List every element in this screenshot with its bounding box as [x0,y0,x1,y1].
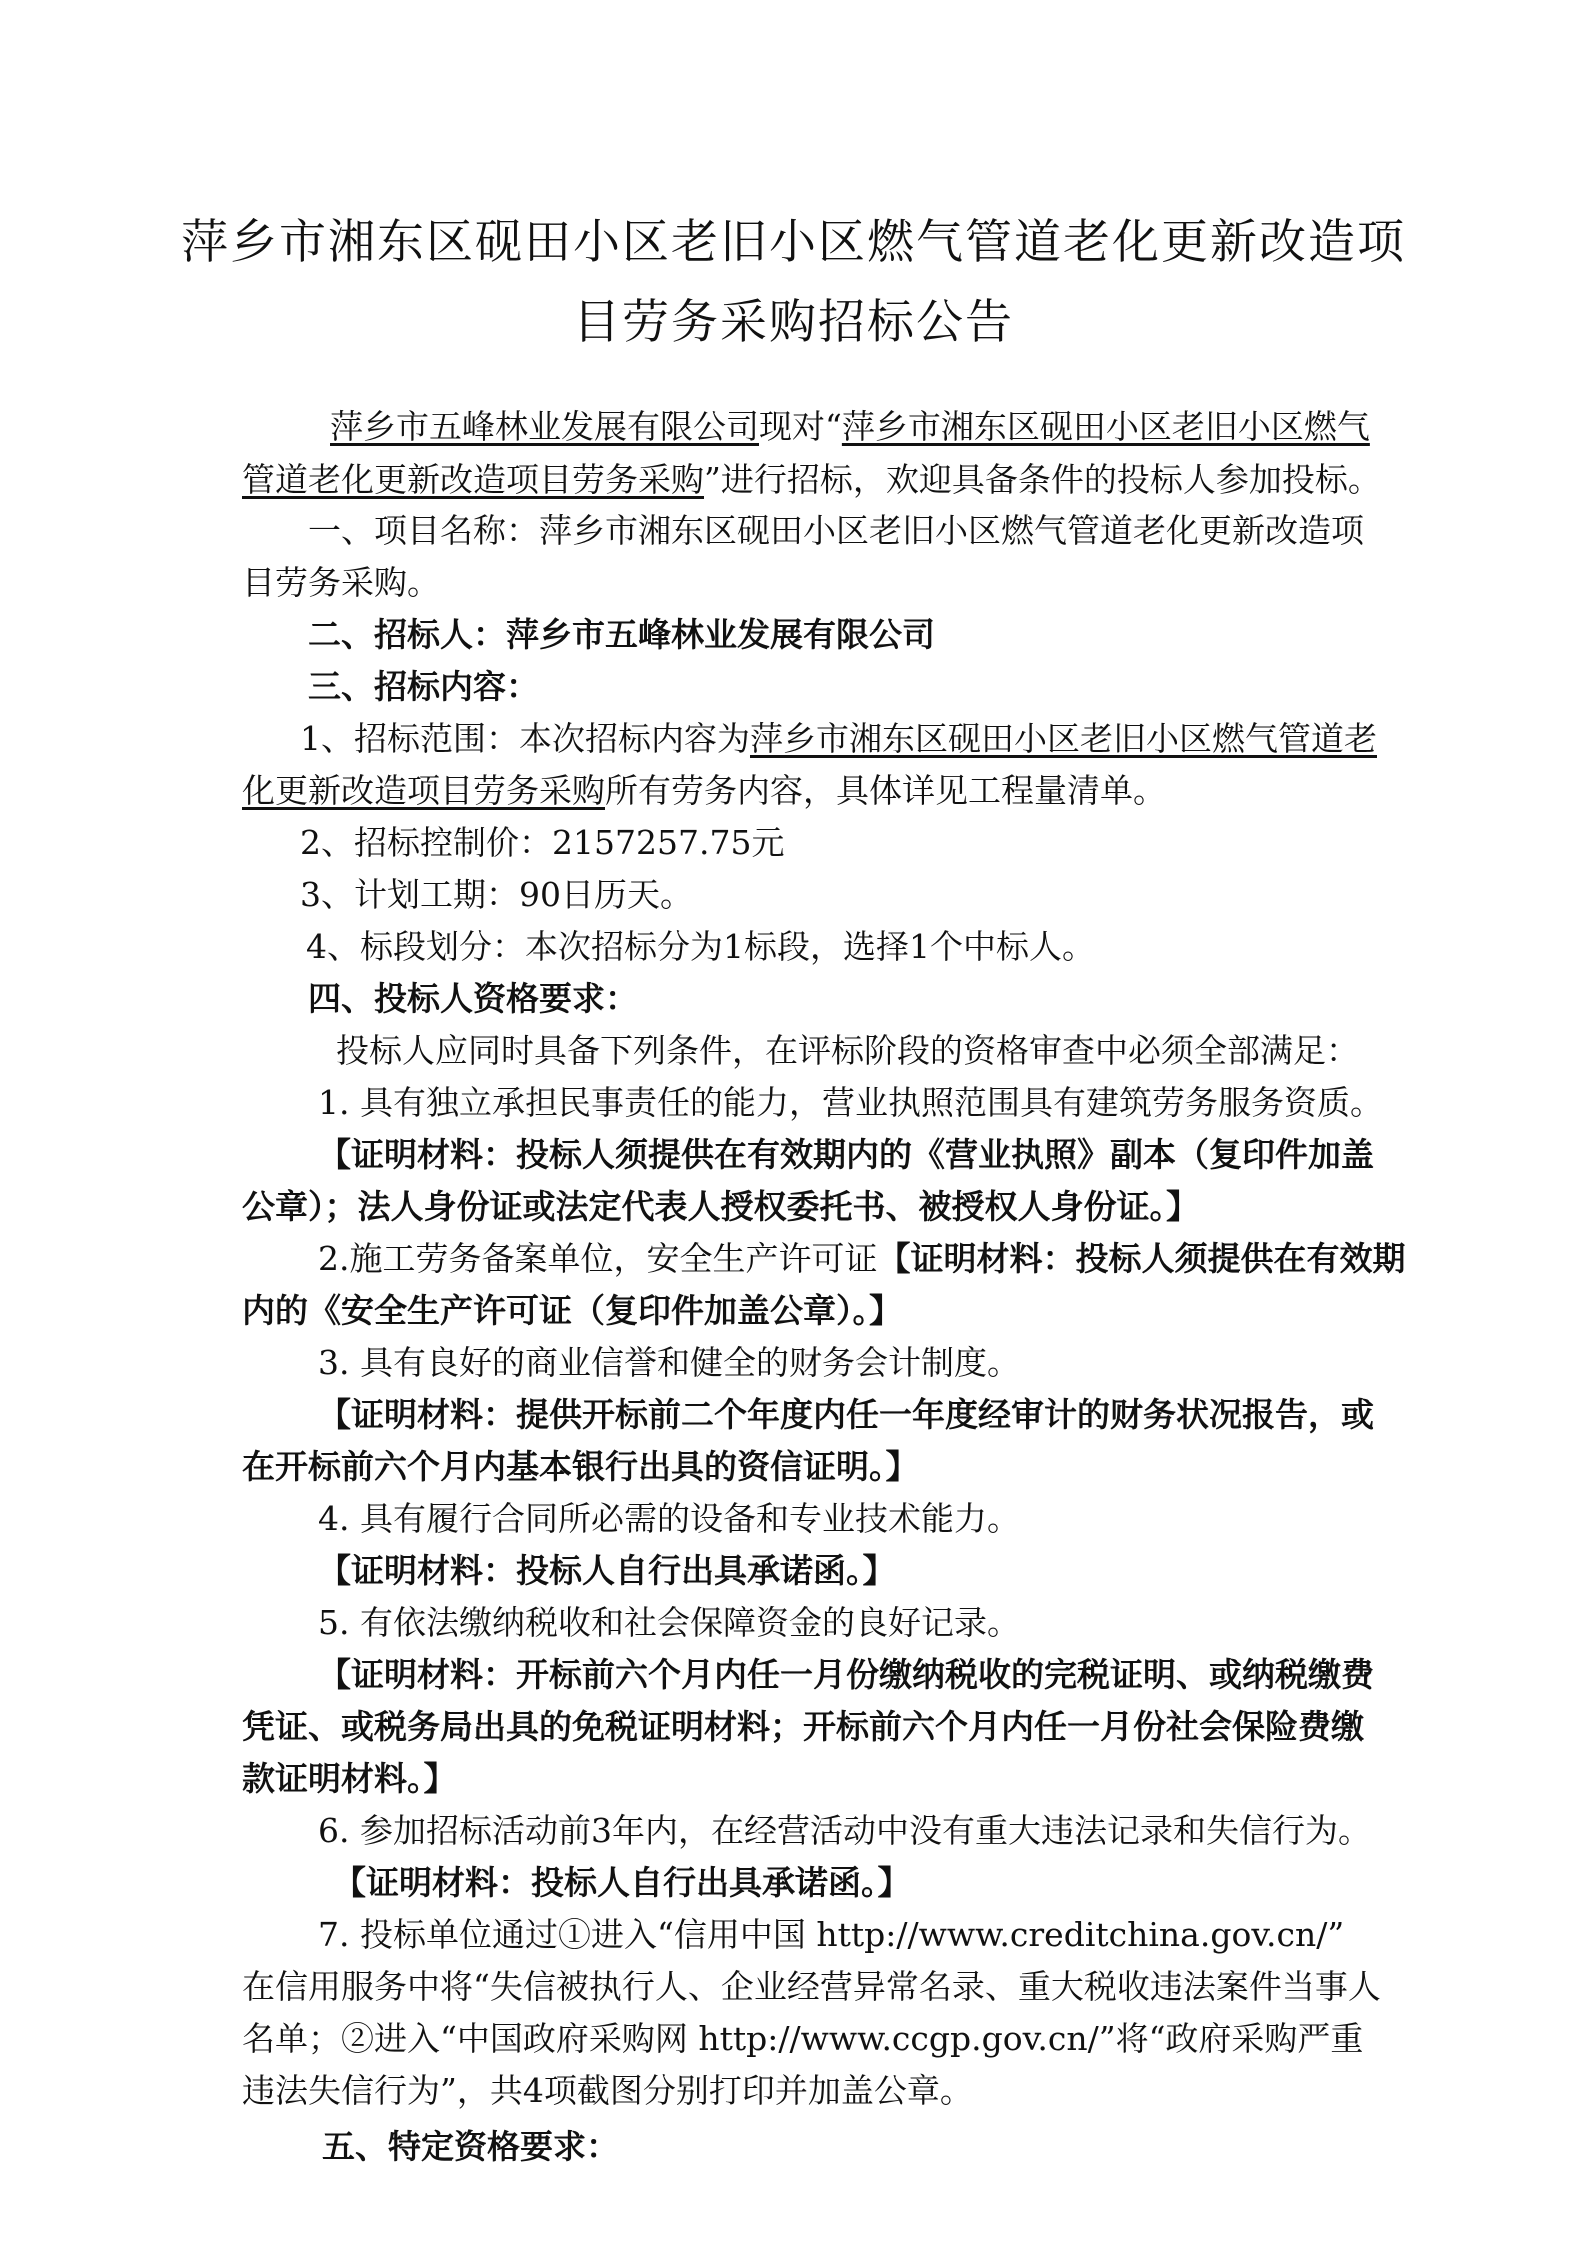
scope-label: 1、招标范围：本次招标内容为 [300,719,750,758]
requirement-5-proof-line-2: 凭证、或税务局出具的免税证明材料；开标前六个月内任一月份社会保险费缴 [242,1707,1364,1746]
requirement-7-line-4: 违法失信行为”，共4项截图分别打印并加盖公章。 [242,2071,973,2110]
section-3-item-2: 2、招标控制价：2157257.75元 [300,823,785,862]
intro-text: 现对“ [759,407,842,446]
section-3-heading: 三、招标内容： [308,667,539,706]
section-5-heading: 五、特定资格要求： [322,2127,619,2166]
requirement-5-proof-line-1: 【证明材料：开标前六个月内任一月份缴纳税收的完税证明、或纳税缴费 [318,1655,1374,1694]
requirement-7-line-2: 在信用服务中将“失信被执行人、企业经营异常名录、重大税收违法案件当事人 [242,1967,1381,2006]
requirement-2-line-2: 内的《安全生产许可证（复印件加盖公章）。】 [242,1291,902,1330]
section-3-item-4: 4、标段划分：本次招标分为1标段，选择1个中标人。 [306,927,1095,966]
intro-line-1 [330,407,1370,446]
project-name-link: 萍乡市湘东区砚田小区老旧小区燃气 [841,407,1370,446]
document-title-line-2: 目劳务采购招标公告 [573,295,1014,350]
tenderer-name: 萍乡市五峰林业发展有限公司 [330,407,759,446]
section-4-heading: 四、投标人资格要求： [308,979,638,1018]
section-4-intro: 投标人应同时具备下列条件，在评标阶段的资格审查中必须全部满足： [336,1031,1359,1070]
requirement-4: 4. 具有履行合同所必需的设备和专业技术能力。 [318,1499,1020,1538]
requirement-5: 5. 有依法缴纳税收和社会保障资金的良好记录。 [318,1603,1020,1642]
section-2-tenderer: 二、招标人：萍乡市五峰林业发展有限公司 [308,615,935,654]
document-title-line-1: 萍乡市湘东区砚田小区老旧小区燃气管道老化更新改造项 [181,215,1406,270]
section-3-item-1-line-1 [300,719,1377,758]
section-3-item-1-line-2 [242,771,1166,810]
requirement-7-line-1: 7. 投标单位通过①进入“信用中国 http://www.creditchina.gov.cn/” [318,1915,1345,1954]
requirement-2-line-1 [318,1239,1406,1278]
requirement-5-proof-line-3: 款证明材料。】 [242,1759,457,1798]
intro-line-2 [242,460,1381,499]
section-1-heading: 一、项目名称： [308,511,539,550]
scope-text: 所有劳务内容，具体详见工程量清单。 [605,771,1166,810]
project-name: 萍乡市湘东区砚田小区老旧小区燃气管道老化更新改造项 [539,511,1364,550]
requirement-6-proof: 【证明材料：投标人自行出具承诺函。】 [333,1863,911,1902]
requirement-3-proof-line-2: 在开标前六个月内基本银行出具的资信证明。】 [242,1447,919,1486]
requirement-3: 3. 具有良好的商业信誉和健全的财务会计制度。 [318,1343,1020,1382]
section-3-item-3: 3、计划工期：90日历天。 [300,875,693,914]
section-1-line-1 [308,511,1364,550]
requirement-4-proof: 【证明材料：投标人自行出具承诺函。】 [318,1551,896,1590]
project-name-link: 萍乡市湘东区砚田小区老旧小区燃气管道老 [750,719,1377,758]
project-name-link: 化更新改造项目劳务采购 [242,771,605,810]
requirement-3-proof-line-1: 【证明材料：提供开标前二个年度内任一年度经审计的财务状况报告，或 [318,1395,1374,1434]
project-name-link: 管道老化更新改造项目劳务采购 [242,460,704,499]
requirement-1-proof-line-2: 公章）；法人身份证或法定代表人授权委托书、被授权人身份证。】 [242,1187,1199,1226]
section-1-line-2: 目劳务采购。 [242,563,440,602]
requirement-2-text: 2.施工劳务备案单位，安全生产许可证 [318,1239,878,1278]
requirement-1: 1. 具有独立承担民事责任的能力，营业执照范围具有建筑劳务服务资质。 [318,1083,1383,1122]
requirement-1-proof-line-1: 【证明材料：投标人须提供在有效期内的《营业执照》副本（复印件加盖 [318,1135,1374,1174]
requirement-2-proof: 【证明材料：投标人须提供在有效期 [877,1239,1406,1278]
intro-text: ”进行招标，欢迎具备条件的投标人参加投标。 [704,460,1381,499]
requirement-6: 6. 参加招标活动前3年内，在经营活动中没有重大违法记录和失信行为。 [318,1811,1371,1850]
requirement-7-line-3: 名单；②进入“中国政府采购网 http://www.ccgp.gov.cn/”将“政府采购严重 [242,2019,1364,2058]
